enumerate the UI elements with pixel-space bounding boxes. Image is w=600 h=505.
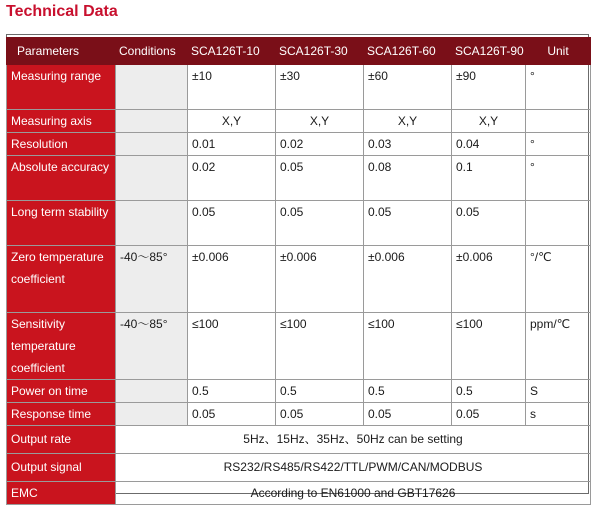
unit-long-term-stability <box>526 201 591 246</box>
value-power-on-time-60: 0.5 <box>364 380 452 403</box>
value-absolute-accuracy-60: 0.08 <box>364 156 452 201</box>
condition-power-on-time <box>116 380 188 403</box>
row-long-term-stability <box>7 201 591 246</box>
value-measuring-axis-10: X,Y <box>188 110 276 133</box>
row-power-on-time <box>7 380 591 403</box>
condition-measuring-range <box>116 65 188 110</box>
value-response-time-10: 0.05 <box>188 403 276 426</box>
condition-sensitivity-temperature-coefficient: -40～85° <box>116 313 188 380</box>
label-zero-temperature-coefficient: Zero temperature coefficient <box>7 246 116 313</box>
value-resolution-10: 0.01 <box>188 133 276 156</box>
value-emc: According to EN61000 and GBT17626 <box>116 482 591 505</box>
row-measuring-axis <box>7 110 591 133</box>
value-measuring-range-10: ±10 <box>188 65 276 110</box>
header-unit: Unit <box>526 38 591 65</box>
unit-power-on-time: S <box>526 380 591 403</box>
label-long-term-stability: Long term stability <box>7 201 116 246</box>
value-response-time-30: 0.05 <box>276 403 364 426</box>
condition-response-time <box>116 403 188 426</box>
row-output-rate <box>7 426 591 454</box>
condition-resolution <box>116 133 188 156</box>
label-power-on-time: Power on time <box>7 380 116 403</box>
value-absolute-accuracy-30: 0.05 <box>276 156 364 201</box>
value-sensitivity-temperature-coefficient-10: ≤100 <box>188 313 276 380</box>
value-response-time-90: 0.05 <box>452 403 526 426</box>
unit-absolute-accuracy: ° <box>526 156 591 201</box>
value-measuring-range-90: ±90 <box>452 65 526 110</box>
value-long-term-stability-10: 0.05 <box>188 201 276 246</box>
label-output-rate: Output rate <box>7 426 116 454</box>
value-response-time-60: 0.05 <box>364 403 452 426</box>
value-measuring-range-60: ±60 <box>364 65 452 110</box>
row-measuring-range <box>7 65 591 110</box>
label-output-signal: Output signal <box>7 454 116 482</box>
value-resolution-90: 0.04 <box>452 133 526 156</box>
label-emc: EMC <box>7 482 116 505</box>
label-response-time: Response time <box>7 403 116 426</box>
value-power-on-time-10: 0.5 <box>188 380 276 403</box>
condition-long-term-stability <box>116 201 188 246</box>
header-conditions: Conditions <box>116 38 188 65</box>
value-sensitivity-temperature-coefficient-30: ≤100 <box>276 313 364 380</box>
label-measuring-range: Measuring range <box>7 65 116 110</box>
label-absolute-accuracy: Absolute accuracy <box>7 156 116 201</box>
row-emc <box>7 482 591 505</box>
row-response-time <box>7 403 591 426</box>
page-title: Technical Data <box>6 3 118 20</box>
value-measuring-axis-30: X,Y <box>276 110 364 133</box>
value-power-on-time-90: 0.5 <box>452 380 526 403</box>
label-measuring-axis: Measuring axis <box>7 110 116 133</box>
header-sca126t-10: SCA126T-10 <box>188 38 276 65</box>
header-sca126t-30: SCA126T-30 <box>276 38 364 65</box>
condition-zero-temperature-coefficient: -40～85° <box>116 246 188 313</box>
value-long-term-stability-30: 0.05 <box>276 201 364 246</box>
condition-measuring-axis <box>116 110 188 133</box>
header-row <box>7 38 591 65</box>
value-resolution-30: 0.02 <box>276 133 364 156</box>
unit-response-time: s <box>526 403 591 426</box>
value-zero-temperature-coefficient-30: ±0.006 <box>276 246 364 313</box>
unit-measuring-range: ° <box>526 65 591 110</box>
row-zero-temperature-coefficient <box>7 246 591 313</box>
value-absolute-accuracy-90: 0.1 <box>452 156 526 201</box>
value-zero-temperature-coefficient-10: ±0.006 <box>188 246 276 313</box>
value-output-rate: 5Hz、15Hz、35Hz、50Hz can be setting <box>116 426 591 454</box>
header-parameters: Parameters <box>7 38 116 65</box>
unit-sensitivity-temperature-coefficient: ppm/℃ <box>526 313 591 380</box>
unit-zero-temperature-coefficient: °/℃ <box>526 246 591 313</box>
row-sensitivity-temperature-coefficient <box>7 313 591 380</box>
value-absolute-accuracy-10: 0.02 <box>188 156 276 201</box>
value-sensitivity-temperature-coefficient-60: ≤100 <box>364 313 452 380</box>
value-resolution-60: 0.03 <box>364 133 452 156</box>
value-long-term-stability-90: 0.05 <box>452 201 526 246</box>
unit-resolution: ° <box>526 133 591 156</box>
row-resolution <box>7 133 591 156</box>
technical-data-table <box>6 37 591 505</box>
value-power-on-time-30: 0.5 <box>276 380 364 403</box>
label-resolution: Resolution <box>7 133 116 156</box>
header-sca126t-60: SCA126T-60 <box>364 38 452 65</box>
unit-measuring-axis <box>526 110 591 133</box>
value-output-signal: RS232/RS485/RS422/TTL/PWM/CAN/MODBUS <box>116 454 591 482</box>
row-absolute-accuracy <box>7 156 591 201</box>
value-long-term-stability-60: 0.05 <box>364 201 452 246</box>
row-output-signal <box>7 454 591 482</box>
value-measuring-range-30: ±30 <box>276 65 364 110</box>
value-measuring-axis-90: X,Y <box>452 110 526 133</box>
value-zero-temperature-coefficient-60: ±0.006 <box>364 246 452 313</box>
value-sensitivity-temperature-coefficient-90: ≤100 <box>452 313 526 380</box>
header-sca126t-90: SCA126T-90 <box>452 38 526 65</box>
value-measuring-axis-60: X,Y <box>364 110 452 133</box>
condition-absolute-accuracy <box>116 156 188 201</box>
value-zero-temperature-coefficient-90: ±0.006 <box>452 246 526 313</box>
label-sensitivity-temperature-coefficient: Sensitivity temperature coefficient <box>7 313 116 380</box>
